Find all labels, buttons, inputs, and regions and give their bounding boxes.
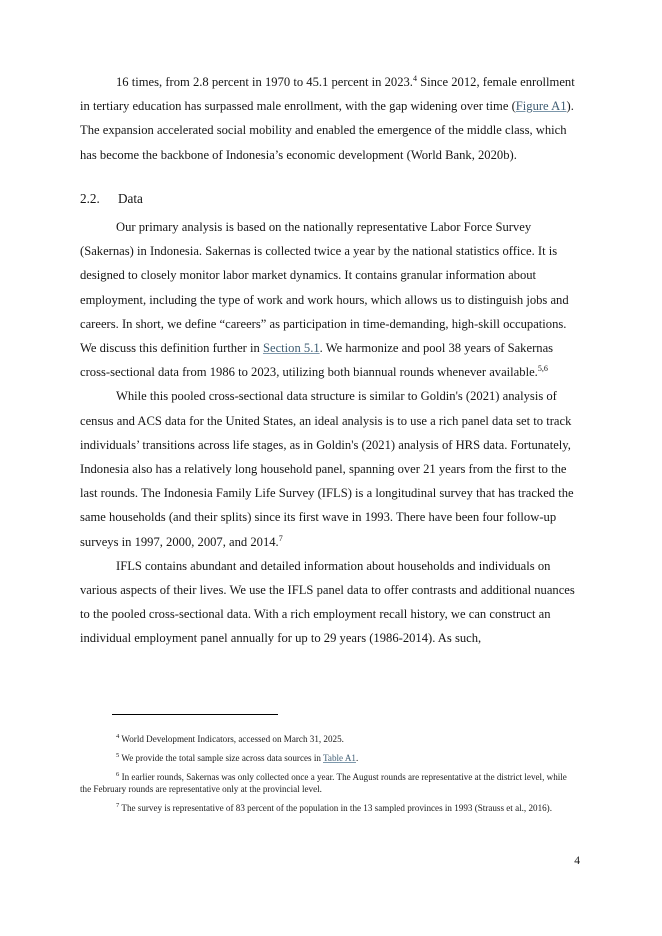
paragraph-2 [80,215,578,384]
footnote-item-6 [80,771,578,797]
link-figure-a1[interactable]: Figure A1 [515,99,567,114]
footnote-ref-7[interactable]: 7 [278,533,283,543]
paragraph-1 [80,70,578,167]
body-text-block [80,70,578,651]
footnote-marker-4: 4 [116,732,120,740]
paragraph-1-segment-1: 16 times, from 2.8 percent in 1970 to 45.1 percent in 2023. [116,75,413,89]
footnote-marker-6: 6 [116,770,120,778]
footnote-separator-rule [112,714,278,715]
footnote-text-6: In earlier rounds, Sakernas was only collected once a year. The August rounds are representative at the district level, while the February rounds are representative only at the provincial level. [80,771,567,795]
footnote-item-5 [80,752,578,765]
paragraph-4 [80,554,578,651]
link-section-5-1[interactable]: Section 5.1 [262,341,320,356]
paragraph-4-segment-1: IFLS contains abundant and detailed information about households and individuals on various aspects of their lives. We use the IFLS panel data to offer contrasts and additional nuances to the pooled cross-sectional data. With a rich employment recall history, we can construct an individual employment panel annually for up to 29 years (1986-2014). As such, [80,558,575,646]
footnote-text-7: The survey is representative of 83 percent of the population in the 13 sampled provinces in 1993 (Strauss et al., 2016). [121,803,552,814]
link-table-a1[interactable]: Table A1 [323,752,356,763]
paragraph-1-segment-3: ). The expansion accelerated social mobility and enabled the emergence of the middle class, which has become the backbone of Indonesia’s economic development (World Bank, 2020b). [80,99,574,162]
paragraph-2-segment-2: . We harmonize and pool 38 years of Sakernas cross-sectional data from 1986 to 2023, utilizing both biannual rounds whenever available. [80,341,554,380]
paragraph-3 [80,384,578,553]
footnote-ref-4[interactable]: 4 [412,73,417,83]
paragraph-3-segment-1: While this pooled cross-sectional data structure is similar to Goldin's (2021) analysis of census and ACS data for the United States, an ideal analysis is to use a rich panel data set to track individuals’ transitions across life stages, as in Goldin's (2021) analysis of HRS data. Fortunately, Indonesia also has a relatively long household panel, spanning over 21 years from the first to the last rounds. The Indonesia Family Life Survey (IFLS) is a longitudinal survey that has tracked the same households (and their splits) since its first wave in 1993. There have been four follow-up surveys in 1997, 2000, 2007, and 2014. [80,389,574,549]
section-heading-title: Data [118,190,143,206]
footnote-text-5: We provide the total sample size across data sources in [121,752,324,763]
footnote-marker-5: 5 [116,751,120,759]
footnote-marker-7: 7 [116,802,120,810]
footnote-text-5-tail: . [355,752,359,763]
paragraph-2-segment-1: Our primary analysis is based on the nationally representative Labor Force Survey (Sakernas) in Indonesia. Sakernas is collected twice a year by the national statistics office. It is designed to closely monitor labor market dynamics. It contains granular information about employment, including the type of work and work hours, which allows us to distinguish jobs and careers. In short, we define “careers” as participation in time-demanding, high-skill occupations. We discuss this definition further in [80,220,569,356]
heading-spacer-top [80,167,578,187]
footnote-text-4: World Development Indicators, accessed on March 31, 2025. [121,734,344,744]
paragraph-1-segment-2: Since 2012, female enrollment in tertiary education has surpassed male enrollment, with the gap widening over time ( [80,75,575,114]
section-heading-2-2 [80,187,578,211]
footnotes-section [80,706,578,815]
footnote-item-7 [80,802,578,815]
section-heading-number: 2.2. [80,190,100,206]
footnote-list [80,733,578,815]
page-number: 4 [574,854,580,867]
footnote-ref-5-6[interactable]: 5,6 [537,364,548,374]
footnote-item-4 [80,733,578,746]
